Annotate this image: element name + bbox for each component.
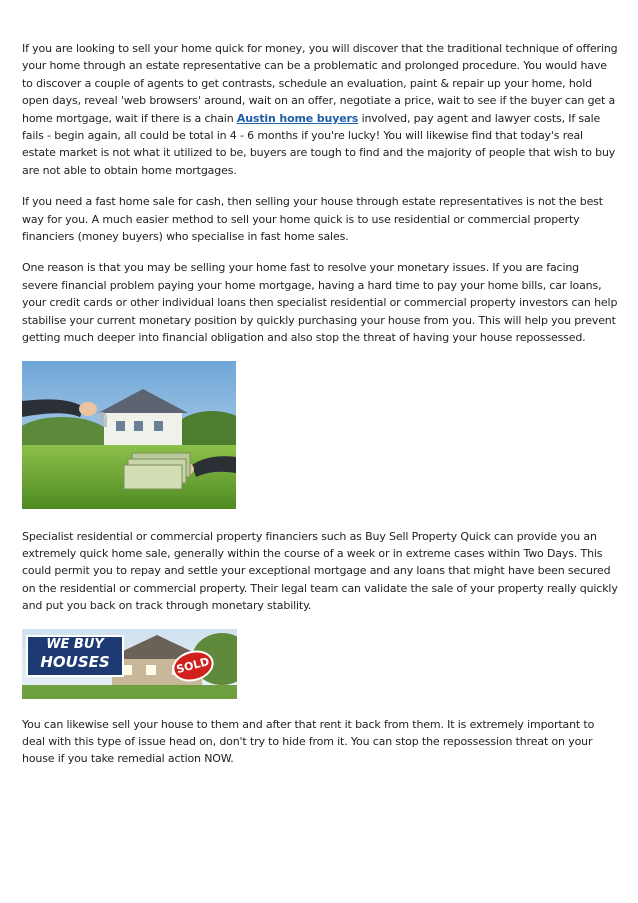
- paragraph-1-text-before: If you are looking to sell your home quick for money, you will discover that the traditional technique of offering your home through an estate representative can be a problematic and prolonged procedure. You would have to discover a couple of agents to get contrasts, schedule an evaluation, paint & repair up your home, hold open days, reveal 'web browsers' around, wait on an offer, negotiate a price, wait to see if the buyer can get a home mortgage, wait if there is a chain: [22, 42, 618, 125]
- paragraph-2: If you need a fast home sale for cash, then selling your house through estate representatives is not the best way for you. A much easier method to sell your home quick is to use residential or commercial property financiers (money buyers) who specialise in fast home sales.: [22, 195, 603, 244]
- austin-home-buyers-link[interactable]: Austin home buyers: [236, 111, 359, 125]
- paragraph-4: Specialist residential or commercial property financiers such as Buy Sell Property Quick can provide you an extremely quick home sale, generally within the course of a week or in extreme cases within Two Days. This could permit you to repay and settle your exceptional mortgage and any loans that might have been secured on the residential or commercial property. Their legal team can validate the sale of your property really quickly and put you back on track through monetary stability.: [22, 529, 618, 613]
- we-buy-houses-logo: [26, 635, 124, 677]
- sold-badge-label: SOLD: [175, 654, 211, 676]
- logo-line-houses: HOUSES: [40, 652, 110, 671]
- paragraph-1-text-after: involved, pay agent and lawyer costs, If sale fails - begin again, all could be total in 4 - 6 months if you're lucky! You will likewise find that today's real estate market is not what it utilized to be, buyers are tough to find and the majority of people that wish to buy are not able to obtain home mortgages.: [22, 111, 616, 177]
- paragraph-3: One reason is that you may be selling your home fast to resolve your monetary issues. If you are facing severe financial problem paying your home mortgage, having a hard time to pay your home bills, car loans, your credit cards or other individual loans then specialist residential or commercial property investors can help stabilise your current monetary position by quickly purchasing your house from you. This will help you prevent getting much deeper into financial obligation and also stop the threat of having your house repossessed.: [22, 261, 618, 345]
- house-keys-money-photo: [22, 361, 236, 509]
- paragraph-1: [22, 40, 618, 179]
- paragraph-5: You can likewise sell your house to them and after that rent it back from them. It is extremely important to deal with this type of issue head on, don't try to hide from it. You can stop the repossession threat on your house if you take remedial action NOW.: [22, 717, 595, 766]
- logo-line-we-buy: WE BUY: [46, 636, 104, 652]
- document-body: [22, 40, 618, 782]
- we-buy-houses-banner: [22, 629, 237, 699]
